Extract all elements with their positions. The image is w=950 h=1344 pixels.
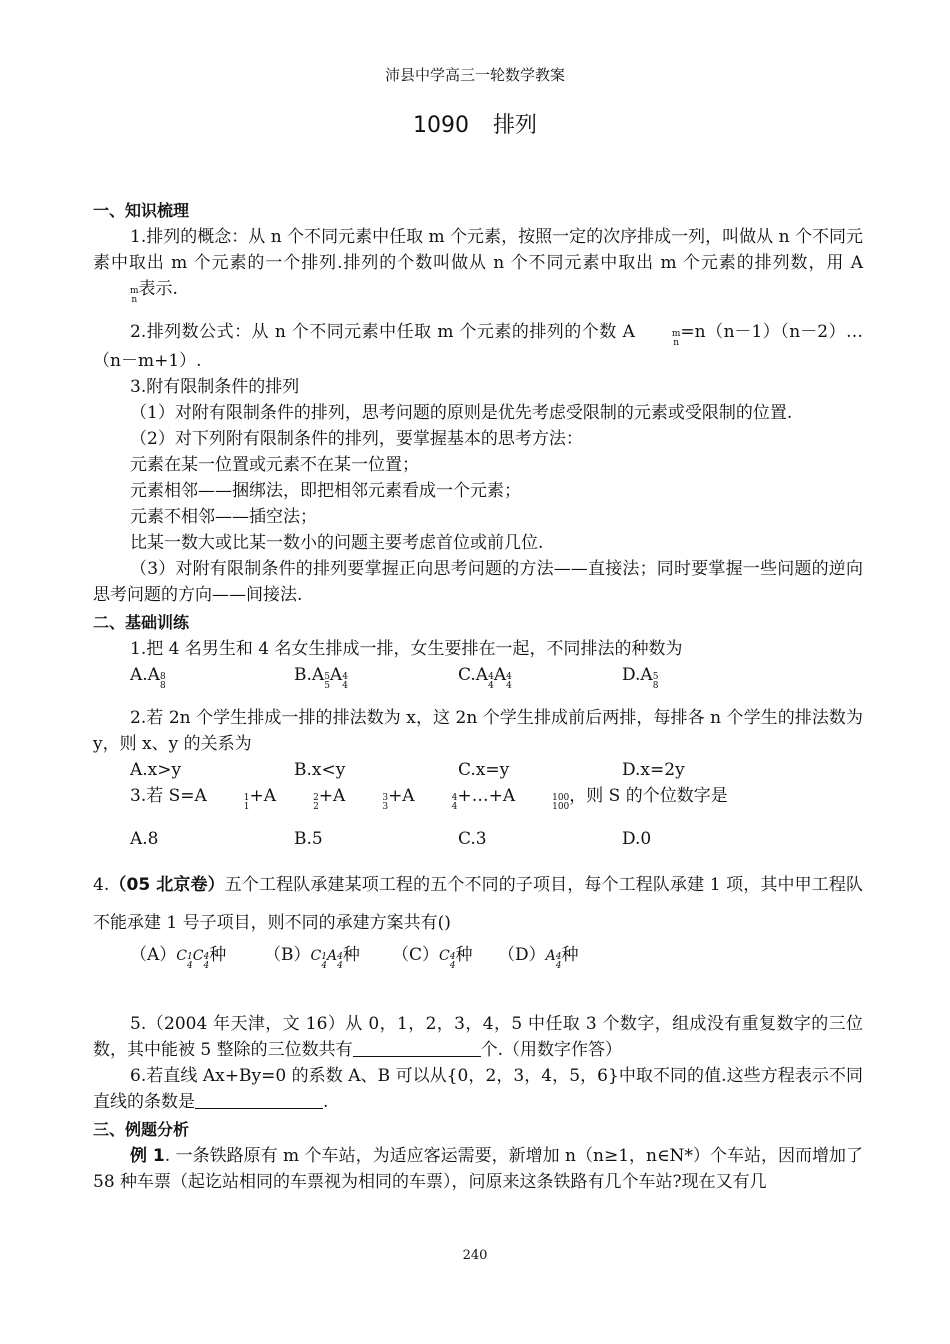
answer-blank <box>353 1038 481 1057</box>
page-title <box>0 108 950 139</box>
option-a: （A）C 1 4 C 4 4 种 <box>130 945 227 971</box>
question-6: 6.若直线 Ax+By=0 的系数 A、B 可以从{0，2，3，4，5，6}中取不同的值.这些方程表示不同直线的条数是 . <box>93 1066 863 1112</box>
option-c: C.A 4 4 A 4 4 <box>458 665 512 691</box>
option-a: A.x>y <box>130 760 182 780</box>
section-heading-1: 一、知识梳理 <box>93 201 190 220</box>
option-d: D.A 5 8 <box>622 665 659 691</box>
question-2: 2.若 2n 个学生排成一排的排法数为 x，这 2n 个学生排成前后两排，每排各 n 个学生的排法数为 y，则 x、y 的关系为 <box>93 708 863 754</box>
option-b: B.A 5 5 A 4 4 <box>294 665 348 691</box>
question-3: 3.若 S=A 1 1 +A 2 2 +A 3 3 +A 4 4 +…+A 100 100 ，则 S 的个位数字是 <box>130 786 728 812</box>
option-d: D.x=2y <box>622 760 685 780</box>
paragraph-restricted-3: （3）对附有限制条件的排列要掌握正向思考问题的方法——直接法；同时要掌握一些问题的逆向思考问题的方向——间接法. <box>93 559 863 605</box>
option-b: B.x<y <box>294 760 346 780</box>
section-heading-3: 三、例题分析 <box>93 1120 190 1139</box>
option-b: B.5 <box>294 829 323 849</box>
method-line: 元素相邻——捆绑法，即把相邻元素看成一个元素； <box>130 481 521 501</box>
question-3-options <box>93 826 863 852</box>
paragraph-restricted: 3.附有限制条件的排列 <box>130 377 300 397</box>
paragraph-restricted-2: （2）对下列附有限制条件的排列，要掌握基本的思考方法： <box>130 429 583 449</box>
document-body <box>93 196 863 1195</box>
option-b: （B）C 1 4 A 4 4 种 <box>264 945 360 971</box>
question-4-options <box>93 942 863 971</box>
title-number: 1090 <box>412 113 469 138</box>
question-4: 4.（05 北京卷）五个工程队承建某项工程的五个不同的子项目，每个工程队承建 1 项，其中甲工程队不能承建 1 号子项目，则不同的承建方案共有() <box>93 875 864 933</box>
paragraph-restricted-1: （1）对附有限制条件的排列，思考问题的原则是优先考虑受限制的元素或受限制的位置. <box>130 403 793 423</box>
title-text: 排列 <box>492 113 537 138</box>
example-1: 例 1. 一条铁路原有 m 个车站，为适应客运需要，新增加 n（n≥1，n∈N*）个车站，因而增加了 58 种车票（起讫站相同的车票视为相同的车票），问原来这条铁路有几个车站?现在又有几 <box>93 1146 863 1192</box>
subscript-mn: m n <box>130 286 139 305</box>
method-line: 元素在某一位置或元素不在某一位置； <box>130 455 419 475</box>
question-2-options <box>93 757 863 783</box>
option-c: C.x=y <box>458 760 510 780</box>
paragraph-definition: 1.排列的概念：从 n 个不同元素中任取 m 个元素，按照一定的次序排成一列，叫做从 n 个不同元素中取出 m 个元素的一个排列.排列的个数叫做从 n 个不同元素中取出 m 个元素的排列数，用 A m n 表示. <box>93 227 863 305</box>
question-1-options <box>93 662 863 691</box>
option-a: A.8 <box>130 829 159 849</box>
page-number: 240 <box>462 1248 488 1263</box>
option-c: C.3 <box>458 829 487 849</box>
question-5: 5.（2004 年天津，文 16）从 0，1，2，3，4，5 中任取 3 个数字，组成没有重复数字的三位数，其中能被 5 整除的三位数共有 个.（用数字作答） <box>93 1014 863 1060</box>
question-1: 1.把 4 名男生和 4 名女生排成一排，女生要排在一起，不同排法的种数为 <box>130 639 683 659</box>
option-d: D.0 <box>622 829 652 849</box>
page-header: 沛县中学高三一轮数学教案 <box>384 66 565 84</box>
section-heading-2: 二、基础训练 <box>93 613 190 632</box>
paragraph-formula: 2.排列数公式：从 n 个不同元素中任取 m 个元素的排列的个数 A m n =n（n－1）（n－2）…（n－m+1）. <box>93 322 863 371</box>
option-d: （D）A 4 4 种 <box>498 945 579 971</box>
answer-blank <box>195 1090 323 1109</box>
option-c: （C）C 4 4 种 <box>392 945 473 971</box>
method-line: 元素不相邻——插空法； <box>130 507 317 527</box>
method-line: 比某一数大或比某一数小的问题主要考虑首位或前几位. <box>130 533 544 553</box>
option-a: A.A 8 8 <box>130 665 166 691</box>
